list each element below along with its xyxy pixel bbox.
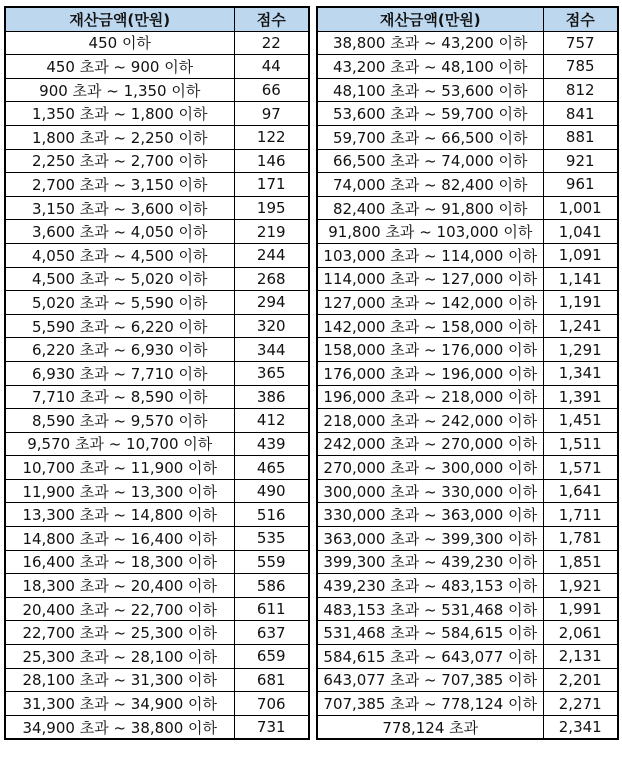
amount-right-cell: 103,000 초과 ~ 114,000 이하 <box>317 243 543 267</box>
score-right-cell: 757 <box>543 31 618 55</box>
table-row <box>5 267 618 291</box>
amount-left-cell: 20,400 초과 ~ 22,700 이하 <box>5 597 234 621</box>
table-row <box>5 102 618 126</box>
amount-right-cell: 127,000 초과 ~ 142,000 이하 <box>317 291 543 315</box>
score-right-cell: 812 <box>543 78 618 102</box>
score-right-cell: 1,451 <box>543 409 618 433</box>
column-gap <box>309 479 317 503</box>
score-left-cell: 320 <box>234 314 309 338</box>
score-left-cell: 268 <box>234 267 309 291</box>
amount-right-cell: 439,230 초과 ~ 483,153 이하 <box>317 574 543 598</box>
amount-left-cell: 18,300 초과 ~ 20,400 이하 <box>5 574 234 598</box>
score-right-cell: 1,091 <box>543 243 618 267</box>
amount-left-cell: 4,050 초과 ~ 4,500 이하 <box>5 243 234 267</box>
amount-right-cell: 270,000 초과 ~ 300,000 이하 <box>317 456 543 480</box>
amount-left-cell: 1,800 초과 ~ 2,250 이하 <box>5 125 234 149</box>
column-gap <box>309 102 317 126</box>
column-gap <box>309 361 317 385</box>
score-left-cell: 412 <box>234 409 309 433</box>
column-gap <box>309 692 317 716</box>
score-left-cell: 146 <box>234 149 309 173</box>
header-amount-left: 재산금액(만원) <box>5 7 234 31</box>
score-right-cell: 1,991 <box>543 597 618 621</box>
score-left-cell: 365 <box>234 361 309 385</box>
table-row <box>5 361 618 385</box>
table-row <box>5 692 618 716</box>
table-row <box>5 55 618 79</box>
table-row <box>5 243 618 267</box>
table-row <box>5 479 618 503</box>
score-left-cell: 22 <box>234 31 309 55</box>
amount-left-cell: 10,700 초과 ~ 11,900 이하 <box>5 456 234 480</box>
table-row <box>5 220 618 244</box>
amount-right-cell: 142,000 초과 ~ 158,000 이하 <box>317 314 543 338</box>
amount-right-cell: 53,600 초과 ~ 59,700 이하 <box>317 102 543 126</box>
score-right-cell: 1,571 <box>543 456 618 480</box>
amount-left-cell: 8,590 초과 ~ 9,570 이하 <box>5 409 234 433</box>
score-left-cell: 122 <box>234 125 309 149</box>
score-right-cell: 2,131 <box>543 645 618 669</box>
score-right-cell: 1,851 <box>543 550 618 574</box>
score-left-cell: 386 <box>234 385 309 409</box>
amount-left-cell: 16,400 초과 ~ 18,300 이하 <box>5 550 234 574</box>
table-row <box>5 597 618 621</box>
column-gap <box>309 621 317 645</box>
amount-left-cell: 31,300 초과 ~ 34,900 이하 <box>5 692 234 716</box>
column-gap <box>309 196 317 220</box>
column-gap <box>309 645 317 669</box>
column-gap <box>309 55 317 79</box>
score-right-cell: 1,001 <box>543 196 618 220</box>
table-row <box>5 314 618 338</box>
column-gap <box>309 574 317 598</box>
column-gap <box>309 338 317 362</box>
score-left-cell: 465 <box>234 456 309 480</box>
table-row <box>5 621 618 645</box>
amount-right-cell: 82,400 초과 ~ 91,800 이하 <box>317 196 543 220</box>
amount-right-cell: 778,124 초과 <box>317 715 543 739</box>
score-left-cell: 681 <box>234 668 309 692</box>
table-row <box>5 645 618 669</box>
column-gap <box>309 243 317 267</box>
score-right-cell: 2,061 <box>543 621 618 645</box>
amount-right-cell: 218,000 초과 ~ 242,000 이하 <box>317 409 543 433</box>
score-left-cell: 637 <box>234 621 309 645</box>
score-left-cell: 659 <box>234 645 309 669</box>
amount-right-cell: 176,000 초과 ~ 196,000 이하 <box>317 361 543 385</box>
amount-left-cell: 1,350 초과 ~ 1,800 이하 <box>5 102 234 126</box>
score-left-cell: 439 <box>234 432 309 456</box>
column-gap <box>309 149 317 173</box>
column-gap <box>309 267 317 291</box>
score-right-cell: 2,201 <box>543 668 618 692</box>
score-left-cell: 244 <box>234 243 309 267</box>
score-right-cell: 2,341 <box>543 715 618 739</box>
score-right-cell: 921 <box>543 149 618 173</box>
amount-right-cell: 330,000 초과 ~ 363,000 이하 <box>317 503 543 527</box>
amount-right-cell: 48,100 초과 ~ 53,600 이하 <box>317 78 543 102</box>
table-row <box>5 574 618 598</box>
column-gap <box>309 503 317 527</box>
score-right-cell: 1,341 <box>543 361 618 385</box>
table-body <box>5 31 618 739</box>
amount-left-cell: 3,600 초과 ~ 4,050 이하 <box>5 220 234 244</box>
table-row <box>5 668 618 692</box>
table-row <box>5 503 618 527</box>
amount-left-cell: 9,570 초과 ~ 10,700 이하 <box>5 432 234 456</box>
score-right-cell: 1,391 <box>543 385 618 409</box>
score-left-cell: 559 <box>234 550 309 574</box>
score-right-cell: 1,641 <box>543 479 618 503</box>
score-right-cell: 1,511 <box>543 432 618 456</box>
column-gap <box>309 291 317 315</box>
column-gap <box>309 31 317 55</box>
score-right-cell: 2,271 <box>543 692 618 716</box>
table-row <box>5 409 618 433</box>
table-row <box>5 432 618 456</box>
amount-left-cell: 5,590 초과 ~ 6,220 이하 <box>5 314 234 338</box>
amount-right-cell: 483,153 초과 ~ 531,468 이하 <box>317 597 543 621</box>
amount-left-cell: 450 초과 ~ 900 이하 <box>5 55 234 79</box>
amount-left-cell: 450 이하 <box>5 31 234 55</box>
column-gap <box>309 527 317 551</box>
amount-left-cell: 6,930 초과 ~ 7,710 이하 <box>5 361 234 385</box>
table-row <box>5 385 618 409</box>
amount-left-cell: 4,500 초과 ~ 5,020 이하 <box>5 267 234 291</box>
table-row <box>5 149 618 173</box>
amount-right-cell: 38,800 초과 ~ 43,200 이하 <box>317 31 543 55</box>
score-right-cell: 1,041 <box>543 220 618 244</box>
table-row <box>5 125 618 149</box>
score-left-cell: 219 <box>234 220 309 244</box>
score-right-cell: 1,191 <box>543 291 618 315</box>
amount-right-cell: 363,000 초과 ~ 399,300 이하 <box>317 527 543 551</box>
amount-left-cell: 22,700 초과 ~ 25,300 이하 <box>5 621 234 645</box>
score-right-cell: 1,141 <box>543 267 618 291</box>
amount-right-cell: 114,000 초과 ~ 127,000 이하 <box>317 267 543 291</box>
score-left-cell: 535 <box>234 527 309 551</box>
score-table-container <box>4 6 619 740</box>
amount-left-cell: 5,020 초과 ~ 5,590 이하 <box>5 291 234 315</box>
table-row <box>5 715 618 739</box>
column-gap <box>309 314 317 338</box>
amount-left-cell: 7,710 초과 ~ 8,590 이하 <box>5 385 234 409</box>
amount-left-cell: 6,220 초과 ~ 6,930 이하 <box>5 338 234 362</box>
amount-left-cell: 900 초과 ~ 1,350 이하 <box>5 78 234 102</box>
column-gap <box>309 220 317 244</box>
table-row <box>5 173 618 197</box>
amount-left-cell: 28,100 초과 ~ 31,300 이하 <box>5 668 234 692</box>
amount-right-cell: 399,300 초과 ~ 439,230 이하 <box>317 550 543 574</box>
column-gap <box>309 432 317 456</box>
table-row <box>5 291 618 315</box>
score-left-cell: 44 <box>234 55 309 79</box>
score-left-cell: 344 <box>234 338 309 362</box>
amount-left-cell: 14,800 초과 ~ 16,400 이하 <box>5 527 234 551</box>
header-amount-right: 재산금액(만원) <box>317 7 543 31</box>
amount-right-cell: 300,000 초과 ~ 330,000 이하 <box>317 479 543 503</box>
score-left-cell: 171 <box>234 173 309 197</box>
column-gap <box>309 597 317 621</box>
amount-right-cell: 59,700 초과 ~ 66,500 이하 <box>317 125 543 149</box>
score-right-cell: 1,241 <box>543 314 618 338</box>
amount-right-cell: 74,000 초과 ~ 82,400 이하 <box>317 173 543 197</box>
score-right-cell: 881 <box>543 125 618 149</box>
score-left-cell: 195 <box>234 196 309 220</box>
amount-right-cell: 531,468 초과 ~ 584,615 이하 <box>317 621 543 645</box>
amount-right-cell: 158,000 초과 ~ 176,000 이하 <box>317 338 543 362</box>
amount-right-cell: 643,077 초과 ~ 707,385 이하 <box>317 668 543 692</box>
amount-right-cell: 707,385 초과 ~ 778,124 이하 <box>317 692 543 716</box>
score-left-cell: 66 <box>234 78 309 102</box>
score-left-cell: 731 <box>234 715 309 739</box>
amount-right-cell: 43,200 초과 ~ 48,100 이하 <box>317 55 543 79</box>
amount-left-cell: 25,300 초과 ~ 28,100 이하 <box>5 645 234 669</box>
amount-left-cell: 3,150 초과 ~ 3,600 이하 <box>5 196 234 220</box>
amount-right-cell: 584,615 초과 ~ 643,077 이하 <box>317 645 543 669</box>
score-left-cell: 97 <box>234 102 309 126</box>
score-right-cell: 841 <box>543 102 618 126</box>
header-row <box>5 7 618 31</box>
column-gap <box>309 173 317 197</box>
amount-right-cell: 66,500 초과 ~ 74,000 이하 <box>317 149 543 173</box>
amount-right-cell: 242,000 초과 ~ 270,000 이하 <box>317 432 543 456</box>
score-left-cell: 490 <box>234 479 309 503</box>
column-gap <box>309 78 317 102</box>
score-right-cell: 1,291 <box>543 338 618 362</box>
score-right-cell: 1,711 <box>543 503 618 527</box>
column-gap <box>309 385 317 409</box>
score-right-cell: 785 <box>543 55 618 79</box>
amount-left-cell: 2,700 초과 ~ 3,150 이하 <box>5 173 234 197</box>
table-row <box>5 338 618 362</box>
table-row <box>5 527 618 551</box>
column-gap <box>309 668 317 692</box>
table-row <box>5 31 618 55</box>
column-gap <box>309 550 317 574</box>
table-row <box>5 196 618 220</box>
column-gap <box>309 7 317 31</box>
amount-right-cell: 196,000 초과 ~ 218,000 이하 <box>317 385 543 409</box>
amount-left-cell: 2,250 초과 ~ 2,700 이하 <box>5 149 234 173</box>
column-gap <box>309 715 317 739</box>
score-left-cell: 294 <box>234 291 309 315</box>
score-left-cell: 516 <box>234 503 309 527</box>
property-score-table <box>4 6 619 740</box>
column-gap <box>309 456 317 480</box>
table-row <box>5 78 618 102</box>
table-row <box>5 550 618 574</box>
score-right-cell: 1,781 <box>543 527 618 551</box>
table-row <box>5 456 618 480</box>
column-gap <box>309 409 317 433</box>
amount-right-cell: 91,800 초과 ~ 103,000 이하 <box>317 220 543 244</box>
amount-left-cell: 13,300 초과 ~ 14,800 이하 <box>5 503 234 527</box>
score-left-cell: 611 <box>234 597 309 621</box>
score-right-cell: 1,921 <box>543 574 618 598</box>
column-gap <box>309 125 317 149</box>
header-score-right: 점수 <box>543 7 618 31</box>
score-left-cell: 586 <box>234 574 309 598</box>
header-score-left: 점수 <box>234 7 309 31</box>
amount-left-cell: 11,900 초과 ~ 13,300 이하 <box>5 479 234 503</box>
score-right-cell: 961 <box>543 173 618 197</box>
amount-left-cell: 34,900 초과 ~ 38,800 이하 <box>5 715 234 739</box>
score-left-cell: 706 <box>234 692 309 716</box>
